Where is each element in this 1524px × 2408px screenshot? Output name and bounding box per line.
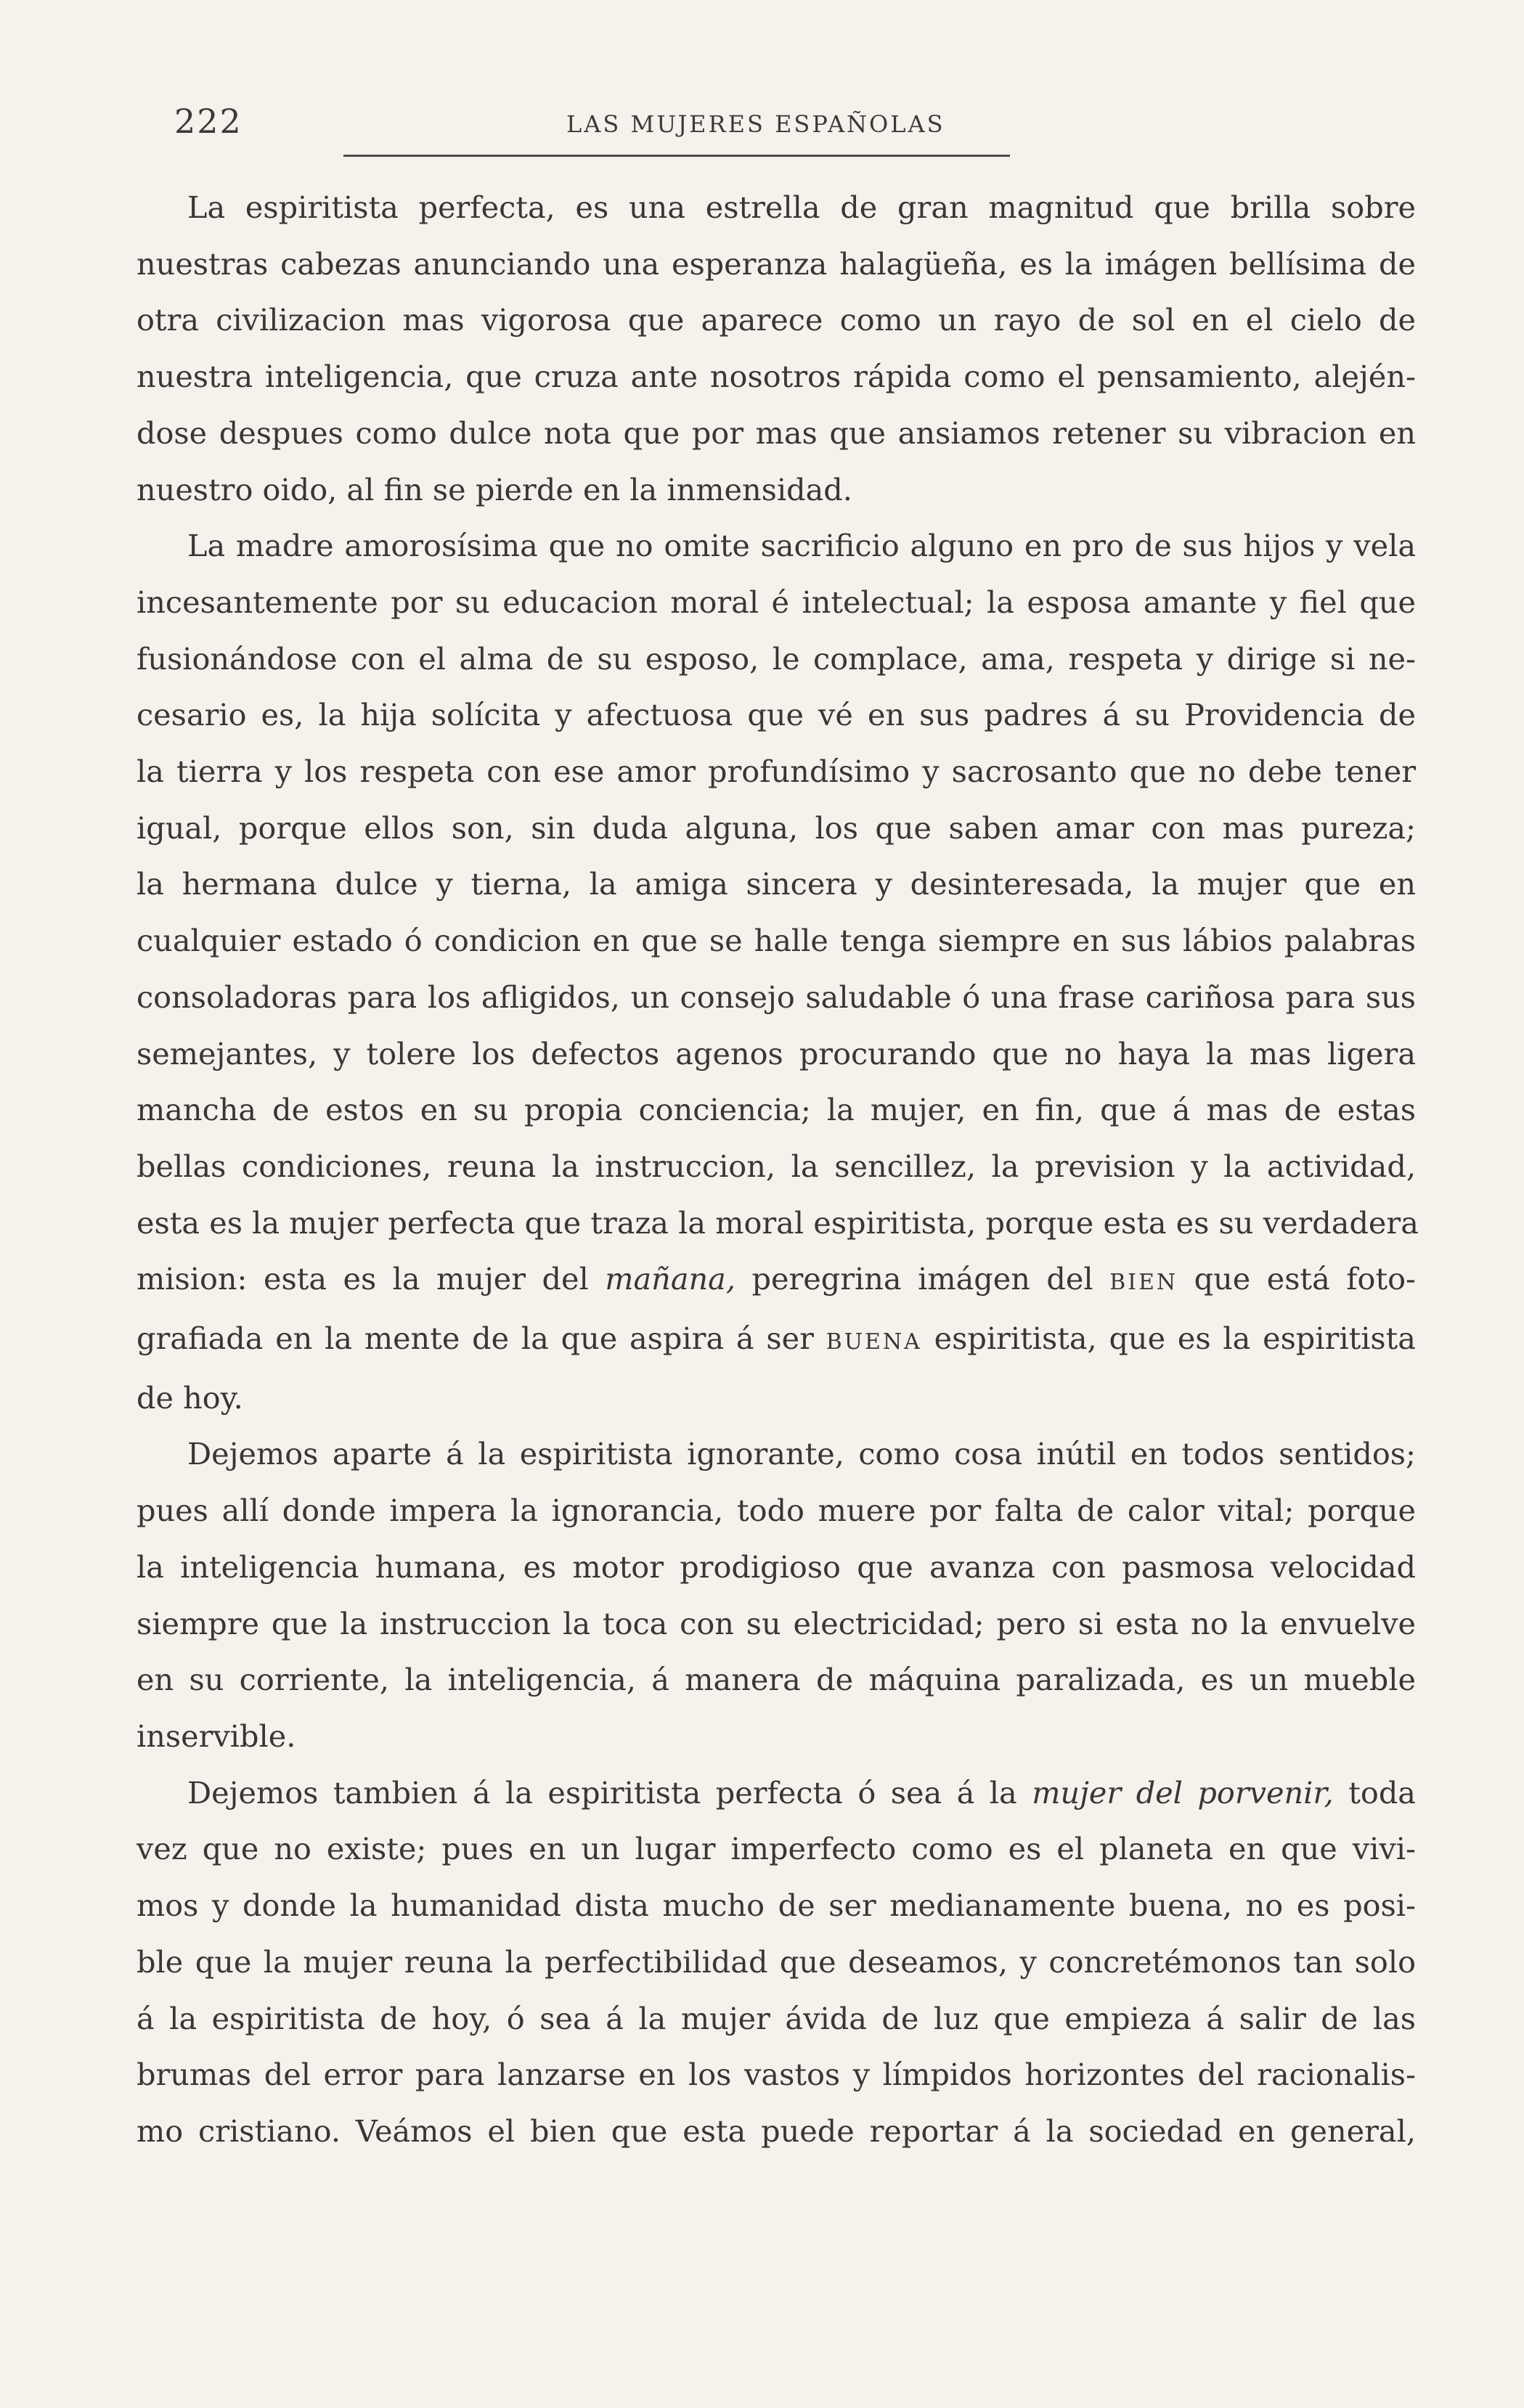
text-run: Dejemos tambien á la espiritista perfecta ó sea á la xyxy=(187,1775,1032,1811)
paragraph-1 xyxy=(136,180,1416,518)
text-line: esta es la mujer perfecta que traza la moral espiritista, porque esta es su verdadera xyxy=(136,1205,1419,1241)
paragraph-2 xyxy=(136,518,1419,1427)
text-run: mision: esta es la mujer del xyxy=(136,1262,606,1297)
italic-word: mañana, xyxy=(605,1262,736,1297)
text-line: mancha de estos en su propia conciencia; la mujer, en fin, que á mas de estas xyxy=(136,1093,1416,1128)
text-line: La madre amorosísima que no omite sacrificio alguno en pro de sus hijos y vela xyxy=(187,528,1416,564)
text-line: Dejemos aparte á la espiritista ignorante, como cosa inútil en todos sentidos; xyxy=(187,1437,1416,1472)
small-caps-word: BIEN xyxy=(1109,1270,1178,1296)
text-line: dose despues como dulce nota que por mas que ansiamos retener su vibracion en xyxy=(136,415,1416,451)
text-line: semejantes, y tolere los defectos agenos procurando que no haya la mas ligera xyxy=(136,1036,1416,1072)
text-line: cesario es, la hija solícita y afectuosa que vé en sus padres á su Providencia de xyxy=(136,698,1416,733)
text-line: bellas condiciones, reuna la instruccion, la sencillez, la prevision y la actividad, xyxy=(136,1148,1416,1184)
text-line-with-italic xyxy=(136,1766,1416,1822)
text-line: la hermana dulce y tierna, la amiga sincera y desinteresada, la mujer que en xyxy=(136,867,1416,902)
text-line: nuestra inteligencia, que cruza ante nosotros rápida como el pensamiento, alején- xyxy=(136,359,1416,395)
text-run: toda xyxy=(1333,1775,1416,1811)
page-number: 222 xyxy=(174,102,243,141)
text-line: La espiritista perfecta, es una estrella de gran magnitud que brilla sobre xyxy=(187,190,1416,225)
text-line: de hoy. xyxy=(136,1380,243,1416)
text-run: grafiada en la mente de la que aspira á ser xyxy=(136,1321,826,1357)
text-line: á la espiritista de hoy, ó sea á la mujer ávida de luz que empieza á salir de las xyxy=(136,2001,1416,2036)
text-line: fusionándose con el alma de su esposo, le complace, ama, respeta y dirige si ne- xyxy=(136,641,1416,677)
text-line: mo cristiano. Veámos el bien que esta puede reportar á la sociedad en general, xyxy=(136,2113,1416,2149)
text-run: espiritista, que es la espiritista xyxy=(921,1321,1416,1357)
text-line: nuestro oido, al fin se pierde en la inmensidad. xyxy=(136,472,852,507)
page-header xyxy=(174,102,1016,152)
text-line: mos y donde la humanidad dista mucho de ser medianamente buena, no es posi- xyxy=(136,1888,1416,1924)
paragraph-3 xyxy=(136,1427,1416,1765)
text-line: otra civilizacion mas vigorosa que aparece como un rayo de sol en el cielo de xyxy=(136,303,1416,338)
text-line-with-italic xyxy=(136,1252,1416,1311)
text-line: vez que no existe; pues en un lugar imperfecto como es el planeta en que vivi- xyxy=(136,1832,1416,1867)
text-line: brumas del error para lanzarse en los vastos y límpidos horizontes del racionalis- xyxy=(136,2057,1416,2093)
text-line: ble que la mujer reuna la perfectibilidad que deseamos, y concretémonos tan solo xyxy=(136,1944,1416,1980)
text-line: en su corriente, la inteligencia, á manera de máquina paralizada, es un mueble xyxy=(136,1662,1416,1698)
text-line: incesantemente por su educacion moral é intelectual; la esposa amante y fiel que xyxy=(136,584,1416,620)
text-line: igual, porque ellos son, sin duda alguna, los que saben amar con mas pureza; xyxy=(136,810,1416,846)
small-caps-word: BUENA xyxy=(826,1329,922,1355)
italic-phrase: mujer del porvenir, xyxy=(1032,1775,1334,1811)
paragraph-4 xyxy=(136,1766,1416,2160)
text-line: inservible. xyxy=(136,1718,296,1754)
text-run: peregrina imágen del xyxy=(735,1262,1110,1297)
text-line: nuestras cabezas anunciando una esperanza halagüeña, es la imágen bellísima de xyxy=(136,246,1416,282)
text-line: la tierra y los respeta con ese amor profundísimo y sacrosanto que no debe tener xyxy=(136,754,1416,790)
text-line-with-small-caps xyxy=(136,1311,1416,1371)
text-line: consoladoras para los afligidos, un consejo saludable ó una frase cariñosa para sus xyxy=(136,979,1416,1015)
text-line: pues allí donde impera la ignorancia, todo muere por falta de calor vital; porque xyxy=(136,1493,1416,1529)
running-title: LAS MUJERES ESPAÑOLAS xyxy=(566,110,945,138)
text-line: siempre que la instruccion la toca con su electricidad; pero si esta no la envuelve xyxy=(136,1606,1416,1641)
body-text xyxy=(136,180,1419,2160)
text-line: cualquier estado ó condicion en que se halle tenga siempre en sus lábios palabras xyxy=(136,923,1416,959)
header-rule xyxy=(343,155,1010,157)
text-run: que está foto- xyxy=(1178,1262,1416,1297)
text-line: la inteligencia humana, es motor prodigioso que avanza con pasmosa velocidad xyxy=(136,1549,1416,1585)
